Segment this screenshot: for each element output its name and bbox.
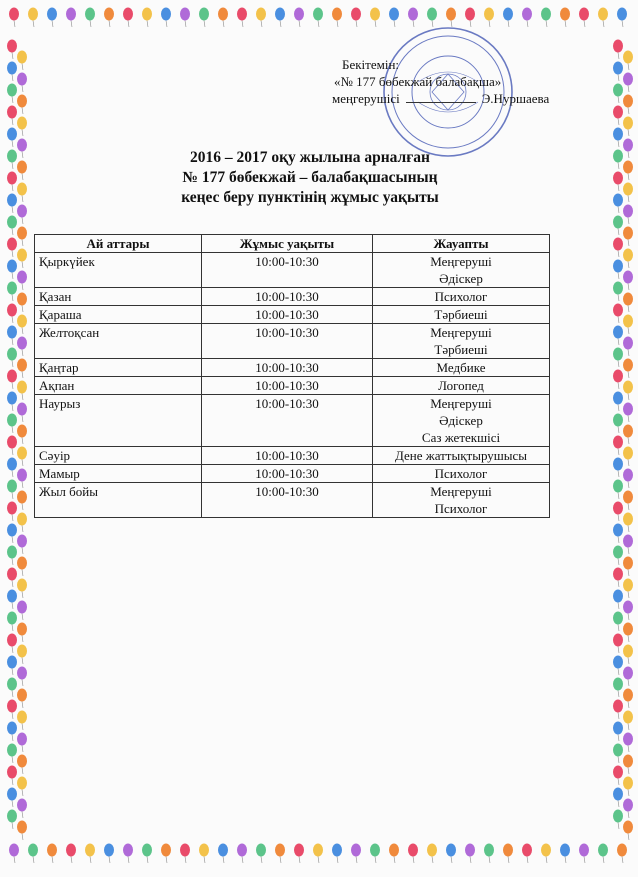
balloon-icon bbox=[408, 844, 418, 864]
balloon-icon bbox=[161, 8, 171, 28]
bottom-balloon-border bbox=[0, 832, 638, 877]
balloon-icon bbox=[7, 348, 17, 368]
balloon-icon bbox=[7, 436, 17, 456]
balloon-icon bbox=[275, 844, 285, 864]
balloon-icon bbox=[613, 744, 623, 764]
balloon-icon bbox=[17, 139, 27, 159]
balloon-icon bbox=[7, 766, 17, 786]
balloon-icon bbox=[332, 844, 342, 864]
title-line-3: кеңес беру пунктінің жұмыс уақыты bbox=[181, 189, 439, 206]
balloon-icon bbox=[7, 326, 17, 346]
balloon-icon bbox=[17, 381, 27, 401]
responsible-cell bbox=[373, 359, 550, 377]
balloon-icon bbox=[123, 8, 133, 28]
balloon-icon bbox=[623, 799, 633, 819]
balloon-icon bbox=[623, 821, 633, 841]
balloon-icon bbox=[7, 810, 17, 830]
balloon-icon bbox=[17, 447, 27, 467]
balloon-icon bbox=[613, 502, 623, 522]
balloon-icon bbox=[351, 844, 361, 864]
schedule-table bbox=[34, 234, 550, 518]
balloon-icon bbox=[17, 205, 27, 225]
balloon-icon bbox=[623, 139, 633, 159]
table-row bbox=[35, 377, 550, 395]
responsible-person: Медбике bbox=[436, 360, 486, 375]
time-cell: 10:00-10:30 bbox=[202, 306, 373, 324]
balloon-icon bbox=[613, 458, 623, 478]
balloon-icon bbox=[613, 524, 623, 544]
balloon-icon bbox=[623, 161, 633, 181]
balloon-icon bbox=[522, 8, 532, 28]
approval-block bbox=[332, 56, 632, 107]
balloon-icon bbox=[17, 777, 27, 797]
month-cell: Наурыз bbox=[35, 395, 202, 447]
balloon-icon bbox=[7, 62, 17, 82]
balloon-icon bbox=[623, 403, 633, 423]
balloon-icon bbox=[7, 546, 17, 566]
responsible-person: Әдіскер bbox=[439, 413, 483, 428]
balloon-icon bbox=[7, 150, 17, 170]
balloon-icon bbox=[17, 227, 27, 247]
time-cell: 10:00-10:30 bbox=[202, 483, 373, 518]
balloon-icon bbox=[17, 249, 27, 269]
balloon-icon bbox=[28, 844, 38, 864]
balloon-icon bbox=[275, 8, 285, 28]
balloon-icon bbox=[560, 8, 570, 28]
balloon-icon bbox=[17, 403, 27, 423]
balloon-icon bbox=[623, 535, 633, 555]
balloon-icon bbox=[623, 425, 633, 445]
responsible-person: Психолог bbox=[434, 501, 488, 516]
responsible-person: Меңгеруші bbox=[430, 484, 492, 499]
balloon-icon bbox=[7, 106, 17, 126]
balloon-icon bbox=[623, 733, 633, 753]
balloon-icon bbox=[446, 844, 456, 864]
balloon-icon bbox=[613, 128, 623, 148]
balloon-icon bbox=[623, 315, 633, 335]
balloon-icon bbox=[17, 733, 27, 753]
balloon-icon bbox=[237, 8, 247, 28]
balloon-icon bbox=[294, 844, 304, 864]
balloon-icon bbox=[17, 183, 27, 203]
balloon-icon bbox=[7, 84, 17, 104]
balloon-icon bbox=[7, 392, 17, 412]
balloon-icon bbox=[17, 799, 27, 819]
balloon-icon bbox=[623, 689, 633, 709]
balloon-icon bbox=[47, 844, 57, 864]
balloon-icon bbox=[613, 722, 623, 742]
balloon-icon bbox=[579, 8, 589, 28]
balloon-icon bbox=[17, 755, 27, 775]
balloon-icon bbox=[17, 821, 27, 841]
balloon-icon bbox=[623, 227, 633, 247]
balloon-icon bbox=[613, 194, 623, 214]
balloon-icon bbox=[623, 447, 633, 467]
balloon-icon bbox=[199, 8, 209, 28]
balloon-icon bbox=[7, 590, 17, 610]
responsible-person: Психолог bbox=[434, 466, 488, 481]
balloon-icon bbox=[613, 304, 623, 324]
balloon-icon bbox=[7, 524, 17, 544]
balloon-icon bbox=[465, 844, 475, 864]
balloon-icon bbox=[613, 634, 623, 654]
balloon-icon bbox=[256, 8, 266, 28]
responsible-cell bbox=[373, 288, 550, 306]
responsible-cell bbox=[373, 253, 550, 288]
balloon-icon bbox=[560, 844, 570, 864]
responsible-cell bbox=[373, 324, 550, 359]
balloon-icon bbox=[613, 238, 623, 258]
balloon-icon bbox=[17, 535, 27, 555]
balloon-icon bbox=[7, 216, 17, 236]
balloon-icon bbox=[17, 469, 27, 489]
balloon-icon bbox=[17, 711, 27, 731]
table-body bbox=[35, 253, 550, 518]
table-header-row bbox=[35, 235, 550, 253]
table-row bbox=[35, 359, 550, 377]
balloon-icon bbox=[484, 844, 494, 864]
balloon-icon bbox=[613, 216, 623, 236]
balloon-icon bbox=[104, 8, 114, 28]
table-row bbox=[35, 253, 550, 288]
balloon-icon bbox=[623, 777, 633, 797]
balloon-icon bbox=[613, 480, 623, 500]
right-balloon-border bbox=[606, 0, 638, 877]
balloon-icon bbox=[623, 183, 633, 203]
balloon-icon bbox=[623, 755, 633, 775]
balloon-icon bbox=[7, 700, 17, 720]
responsible-person: Саз жетекшісі bbox=[421, 430, 501, 445]
balloon-icon bbox=[237, 844, 247, 864]
balloon-icon bbox=[617, 8, 627, 28]
balloon-icon bbox=[613, 150, 623, 170]
month-cell: Сәуір bbox=[35, 447, 202, 465]
balloon-icon bbox=[613, 766, 623, 786]
balloon-icon bbox=[17, 667, 27, 687]
balloon-icon bbox=[598, 8, 608, 28]
balloon-icon bbox=[28, 8, 38, 28]
balloon-icon bbox=[613, 282, 623, 302]
balloon-icon bbox=[623, 381, 633, 401]
balloon-icon bbox=[613, 348, 623, 368]
balloon-icon bbox=[7, 502, 17, 522]
document-title bbox=[60, 148, 560, 208]
balloon-icon bbox=[47, 8, 57, 28]
balloon-icon bbox=[123, 844, 133, 864]
month-cell: Қазан bbox=[35, 288, 202, 306]
table-row bbox=[35, 288, 550, 306]
responsible-person: Тәрбиеші bbox=[434, 307, 488, 322]
balloon-icon bbox=[7, 260, 17, 280]
balloon-icon bbox=[623, 623, 633, 643]
balloon-icon bbox=[427, 844, 437, 864]
balloon-icon bbox=[613, 106, 623, 126]
balloon-icon bbox=[17, 557, 27, 577]
table-row bbox=[35, 306, 550, 324]
balloon-icon bbox=[7, 744, 17, 764]
balloon-icon bbox=[180, 844, 190, 864]
balloon-icon bbox=[613, 436, 623, 456]
approval-signature-line bbox=[332, 90, 632, 107]
balloon-icon bbox=[613, 414, 623, 434]
balloon-icon bbox=[7, 238, 17, 258]
month-cell: Ақпан bbox=[35, 377, 202, 395]
balloon-icon bbox=[623, 513, 633, 533]
responsible-person: Дене жаттықтырушысы bbox=[394, 448, 528, 463]
balloon-icon bbox=[613, 590, 623, 610]
balloon-icon bbox=[199, 844, 209, 864]
balloon-icon bbox=[623, 117, 633, 137]
balloon-icon bbox=[541, 844, 551, 864]
table-row bbox=[35, 447, 550, 465]
time-cell: 10:00-10:30 bbox=[202, 377, 373, 395]
balloon-icon bbox=[7, 282, 17, 302]
balloon-icon bbox=[623, 205, 633, 225]
balloon-icon bbox=[17, 689, 27, 709]
balloon-icon bbox=[17, 513, 27, 533]
balloon-icon bbox=[17, 161, 27, 181]
top-balloon-border bbox=[0, 0, 638, 40]
balloon-icon bbox=[17, 73, 27, 93]
balloon-icon bbox=[9, 844, 19, 864]
signature bbox=[406, 90, 476, 103]
balloon-icon bbox=[17, 51, 27, 71]
balloon-icon bbox=[351, 8, 361, 28]
approval-heading: Бекітемін: bbox=[342, 57, 400, 72]
balloon-icon bbox=[617, 844, 627, 864]
balloon-icon bbox=[17, 315, 27, 335]
balloon-icon bbox=[161, 844, 171, 864]
balloon-icon bbox=[613, 656, 623, 676]
balloon-icon bbox=[613, 700, 623, 720]
title-line-2: № 177 бөбекжай – балабақшасының bbox=[182, 169, 438, 186]
balloon-icon bbox=[66, 844, 76, 864]
table-row bbox=[35, 483, 550, 518]
month-cell: Қараша bbox=[35, 306, 202, 324]
time-cell: 10:00-10:30 bbox=[202, 447, 373, 465]
balloon-icon bbox=[85, 844, 95, 864]
approval-organization: «№ 177 бөбекжай балабақша» bbox=[334, 74, 502, 89]
responsible-person: Меңгеруші bbox=[430, 254, 492, 269]
balloon-icon bbox=[623, 645, 633, 665]
responsible-cell bbox=[373, 395, 550, 447]
time-cell: 10:00-10:30 bbox=[202, 395, 373, 447]
balloon-icon bbox=[104, 844, 114, 864]
approval-name: Э.Нуршаева bbox=[481, 91, 550, 106]
balloon-icon bbox=[623, 557, 633, 577]
month-cell: Жыл бойы bbox=[35, 483, 202, 518]
balloon-icon bbox=[7, 458, 17, 478]
balloon-icon bbox=[7, 40, 17, 60]
balloon-icon bbox=[7, 656, 17, 676]
balloon-icon bbox=[623, 249, 633, 269]
balloon-icon bbox=[180, 8, 190, 28]
responsible-cell bbox=[373, 306, 550, 324]
table-row bbox=[35, 465, 550, 483]
balloon-icon bbox=[9, 8, 19, 28]
responsible-person: Меңгеруші bbox=[430, 325, 492, 340]
table-row bbox=[35, 324, 550, 359]
balloon-icon bbox=[7, 634, 17, 654]
balloon-icon bbox=[17, 425, 27, 445]
responsible-cell bbox=[373, 465, 550, 483]
balloon-icon bbox=[17, 271, 27, 291]
balloon-icon bbox=[17, 293, 27, 313]
responsible-cell bbox=[373, 483, 550, 518]
balloon-icon bbox=[613, 392, 623, 412]
balloon-icon bbox=[623, 337, 633, 357]
balloon-icon bbox=[294, 8, 304, 28]
balloon-icon bbox=[613, 612, 623, 632]
table-row bbox=[35, 395, 550, 447]
balloon-icon bbox=[7, 788, 17, 808]
balloon-icon bbox=[17, 491, 27, 511]
balloon-icon bbox=[7, 194, 17, 214]
responsible-person: Меңгеруші bbox=[430, 396, 492, 411]
balloon-icon bbox=[142, 844, 152, 864]
balloon-icon bbox=[613, 260, 623, 280]
month-cell: Мамыр bbox=[35, 465, 202, 483]
responsible-person: Тәрбиеші bbox=[434, 342, 488, 357]
time-cell: 10:00-10:30 bbox=[202, 288, 373, 306]
balloon-icon bbox=[613, 546, 623, 566]
balloon-icon bbox=[370, 844, 380, 864]
balloon-icon bbox=[613, 788, 623, 808]
balloon-icon bbox=[142, 8, 152, 28]
time-cell: 10:00-10:30 bbox=[202, 324, 373, 359]
balloon-icon bbox=[598, 844, 608, 864]
balloon-icon bbox=[17, 601, 27, 621]
month-cell: Қаңтар bbox=[35, 359, 202, 377]
balloon-icon bbox=[623, 271, 633, 291]
balloon-icon bbox=[17, 579, 27, 599]
balloon-icon bbox=[389, 844, 399, 864]
balloon-icon bbox=[17, 359, 27, 379]
balloon-icon bbox=[613, 370, 623, 390]
balloon-icon bbox=[17, 95, 27, 115]
time-cell: 10:00-10:30 bbox=[202, 359, 373, 377]
balloon-icon bbox=[7, 172, 17, 192]
balloon-icon bbox=[7, 480, 17, 500]
responsible-person: Логопед bbox=[438, 378, 484, 393]
balloon-icon bbox=[7, 568, 17, 588]
responsible-person: Әдіскер bbox=[439, 271, 483, 286]
month-cell: Желтоқсан bbox=[35, 324, 202, 359]
balloon-icon bbox=[7, 128, 17, 148]
balloon-icon bbox=[623, 469, 633, 489]
balloon-icon bbox=[256, 844, 266, 864]
left-balloon-border bbox=[0, 0, 30, 877]
balloon-icon bbox=[623, 667, 633, 687]
responsible-cell bbox=[373, 447, 550, 465]
balloon-icon bbox=[17, 337, 27, 357]
balloon-icon bbox=[332, 8, 342, 28]
balloon-icon bbox=[613, 678, 623, 698]
balloon-icon bbox=[7, 414, 17, 434]
balloon-icon bbox=[85, 8, 95, 28]
time-cell: 10:00-10:30 bbox=[202, 253, 373, 288]
balloon-icon bbox=[7, 370, 17, 390]
balloon-icon bbox=[623, 579, 633, 599]
balloon-icon bbox=[613, 326, 623, 346]
responsible-cell bbox=[373, 377, 550, 395]
balloon-icon bbox=[7, 722, 17, 742]
balloon-icon bbox=[541, 8, 551, 28]
month-cell: Қыркүйек bbox=[35, 253, 202, 288]
balloon-icon bbox=[623, 293, 633, 313]
balloon-icon bbox=[613, 172, 623, 192]
balloon-icon bbox=[17, 623, 27, 643]
balloon-icon bbox=[17, 117, 27, 137]
balloon-icon bbox=[623, 711, 633, 731]
header-responsible: Жауапты bbox=[373, 235, 550, 253]
header-month: Ай аттары bbox=[35, 235, 202, 253]
balloon-icon bbox=[613, 568, 623, 588]
title-line-1: 2016 – 2017 оқу жылына арналған bbox=[190, 149, 430, 166]
approval-position: меңгерушісі bbox=[332, 91, 400, 106]
balloon-icon bbox=[623, 359, 633, 379]
balloon-icon bbox=[503, 844, 513, 864]
balloon-icon bbox=[522, 844, 532, 864]
balloon-icon bbox=[7, 678, 17, 698]
balloon-icon bbox=[7, 612, 17, 632]
header-time: Жұмыс уақыты bbox=[202, 235, 373, 253]
balloon-icon bbox=[218, 8, 228, 28]
balloon-icon bbox=[623, 491, 633, 511]
balloon-icon bbox=[66, 8, 76, 28]
balloon-icon bbox=[218, 844, 228, 864]
responsible-person: Психолог bbox=[434, 289, 488, 304]
balloon-icon bbox=[579, 844, 589, 864]
balloon-icon bbox=[313, 8, 323, 28]
balloon-icon bbox=[613, 810, 623, 830]
balloon-icon bbox=[623, 601, 633, 621]
balloon-icon bbox=[313, 844, 323, 864]
balloon-icon bbox=[7, 304, 17, 324]
time-cell: 10:00-10:30 bbox=[202, 465, 373, 483]
balloon-icon bbox=[17, 645, 27, 665]
